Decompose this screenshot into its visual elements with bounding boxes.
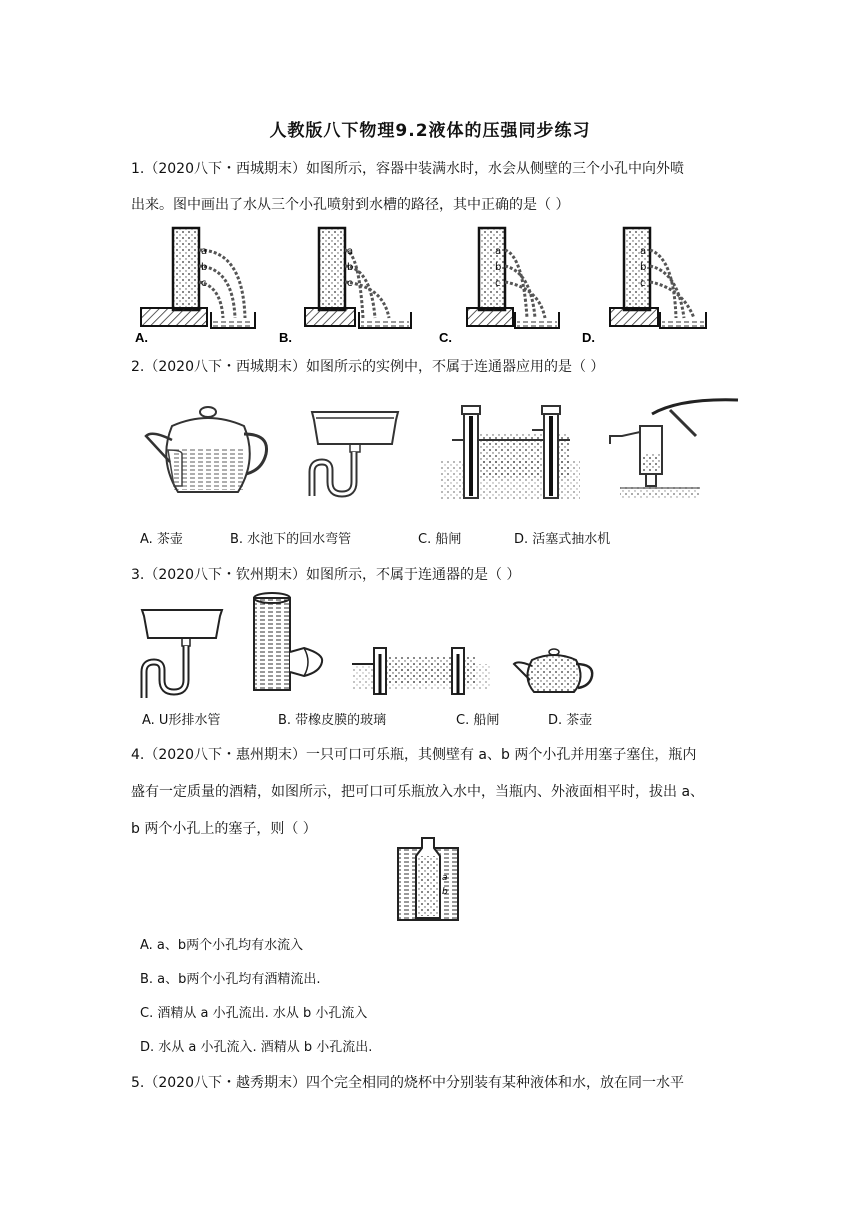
u-drain-figure: [134, 604, 228, 700]
question-3-option-a[interactable]: A. U形排水管: [142, 713, 221, 728]
cola-bottle-figure: [396, 836, 462, 922]
question-1-figure-c: [435, 224, 565, 346]
question-5-line-1: 5.（2020八下・越秀期末）四个完全相同的烧杯中分别装有某种液体和水，放在同一水平: [131, 1075, 684, 1091]
question-4-option-c[interactable]: C. 酒精从 a 小孔流出. 水从 b 小孔流入: [140, 1006, 368, 1021]
option-label-a: A.: [135, 330, 148, 345]
question-3-option-c[interactable]: C. 船闸: [456, 713, 500, 728]
ship-lock-figure: [440, 400, 580, 500]
hole-label-a: a: [347, 246, 354, 257]
rubber-membrane-tube-figure: [244, 590, 334, 696]
hole-label-c: c: [495, 278, 501, 289]
question-3-option-d[interactable]: D. 茶壶: [548, 713, 593, 728]
question-1-line-2: 出来。图中画出了水从三个小孔喷射到水槽的路径，其中正确的是（ ）: [131, 197, 570, 213]
page-title: 人教版八下物理9.2液体的压强同步练习: [269, 121, 591, 141]
hole-label-b: b: [347, 262, 354, 273]
ship-lock-small-figure: [352, 644, 490, 696]
hole-label-a: a: [201, 246, 208, 257]
option-label-b: B.: [279, 330, 292, 345]
option-label-c: C.: [439, 330, 452, 345]
hole-label-b: b: [640, 262, 647, 273]
hole-label-a: a: [442, 873, 448, 883]
question-2: [131, 352, 731, 382]
question-1-figure-a: [133, 224, 263, 346]
hole-label-b: b: [442, 887, 448, 897]
question-1-figure-d: [580, 224, 710, 346]
question-2-option-b[interactable]: B. 水池下的回水弯管: [230, 532, 352, 547]
question-2-option-a[interactable]: A. 茶壶: [140, 532, 183, 547]
question-1: [131, 154, 731, 220]
hole-label-c: c: [640, 278, 646, 289]
question-4-line-3: b 两个小孔上的塞子，则（ ）: [131, 821, 317, 837]
piston-pump-figure: [600, 396, 740, 500]
option-label-d: D.: [582, 330, 595, 345]
sink-trap-figure: [298, 400, 412, 500]
question-1-line-1: 1.（2020八下・西城期末）如图所示，容器中装满水时，水会从侧壁的三个小孔中向外喷: [131, 161, 684, 177]
question-2-option-d[interactable]: D. 活塞式抽水机: [514, 532, 611, 547]
question-4-option-d[interactable]: D. 水从 a 小孔流入. 酒精从 b 小孔流出.: [140, 1040, 373, 1055]
question-3-line-1: 3.（2020八下・钦州期末）如图所示，不属于连通器的是（ ）: [131, 567, 521, 583]
hole-label-a: a: [640, 246, 647, 257]
teapot-figure: [142, 400, 274, 500]
question-5: [131, 1068, 731, 1098]
hole-label-b: b: [201, 262, 208, 273]
question-4: [131, 740, 731, 844]
question-4-option-b[interactable]: B. a、b两个小孔均有酒精流出.: [140, 972, 321, 987]
hole-label-a: a: [495, 246, 502, 257]
question-3-option-b[interactable]: B. 带橡皮膜的玻璃: [278, 713, 387, 728]
question-4-line-1: 4.（2020八下・惠州期末）一只可口可乐瓶，其侧壁有 a、b 两个小孔并用塞子塞住，瓶内: [131, 747, 697, 763]
question-3: [131, 560, 731, 590]
hole-label-c: c: [347, 278, 353, 289]
question-2-option-c[interactable]: C. 船闸: [418, 532, 462, 547]
question-2-line-1: 2.（2020八下・西城期末）如图所示的实例中，不属于连通器应用的是（ ）: [131, 359, 605, 375]
hole-label-b: b: [495, 262, 502, 273]
question-4-line-2: 盛有一定质量的酒精，如图所示，把可口可乐瓶放入水中，当瓶内、外液面相平时，拔出 a、: [131, 784, 705, 800]
question-4-option-a[interactable]: A. a、b两个小孔均有水流入: [140, 938, 304, 953]
hole-label-c: c: [201, 278, 207, 289]
teapot-small-figure: [512, 646, 596, 696]
question-1-figure-b: [279, 224, 419, 346]
